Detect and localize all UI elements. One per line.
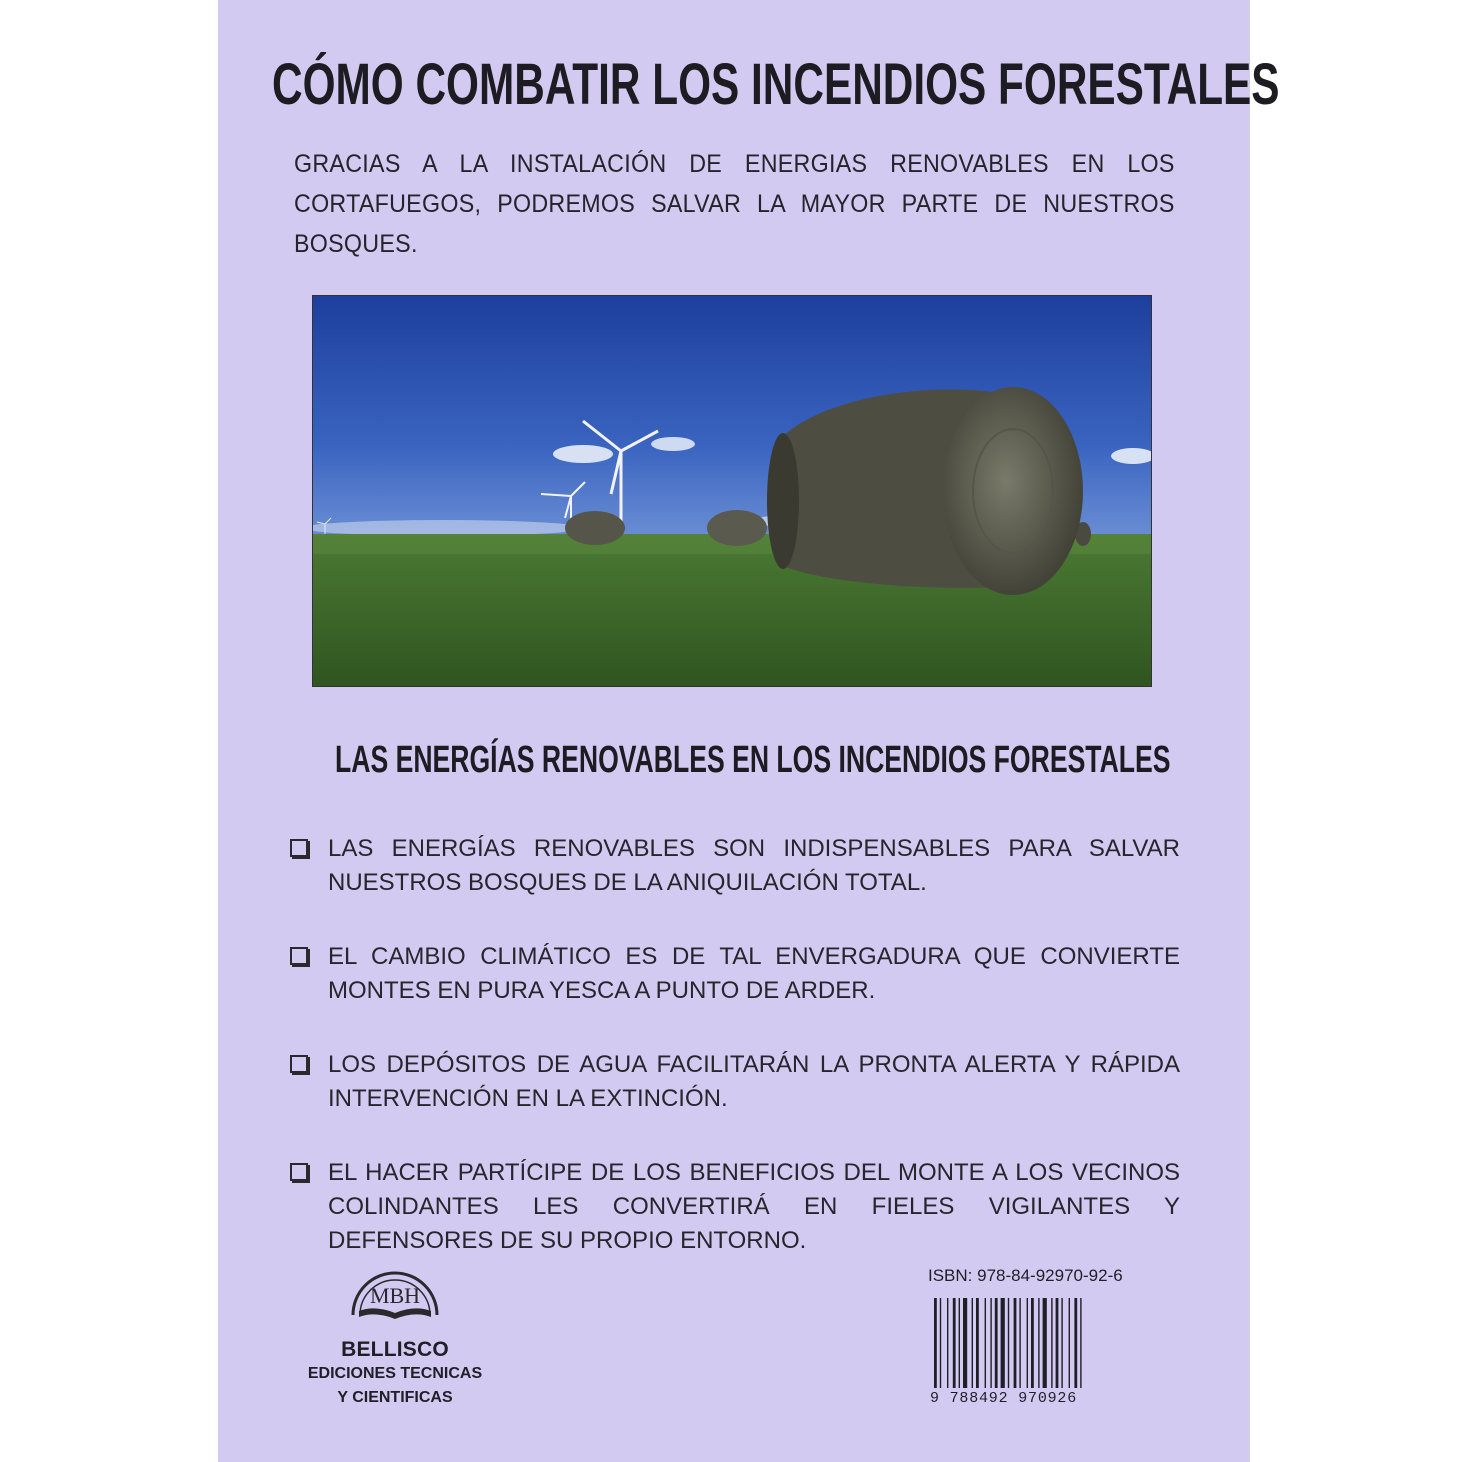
publisher-block	[290, 1245, 500, 1410]
list-item-text: EL CAMBIO CLIMÁTICO ES DE TAL ENVERGADURA QUE CONVIERTE MONTES EN PURA YESCA A PUNTO DE ARDER.	[328, 943, 1180, 1004]
publisher-logo-letters: MBH	[369, 1283, 421, 1308]
publisher-logo-icon	[345, 1245, 445, 1325]
publisher-line1: EDICIONES TECNICAS	[307, 1365, 483, 1382]
publisher-name: BELLISCO	[341, 1338, 449, 1361]
checkbox-icon	[290, 947, 308, 965]
list-item	[290, 1156, 1180, 1258]
checkbox-icon	[290, 1163, 308, 1181]
list-item-text: EL HACER PARTÍCIPE DE LOS BENEFICIOS DEL MONTE A LOS VECINOS COLINDANTES LES CONVERTIRÁ EN FIELES VIGILANTES Y DEFENSORES DE SU PROPIO ENTORNO.	[328, 1159, 1180, 1254]
barcode-number: 9 788492 970926	[930, 1390, 1120, 1407]
intro-paragraph	[294, 144, 1174, 264]
bullet-list	[290, 832, 1180, 1298]
list-item-text: LOS DEPÓSITOS DE AGUA FACILITARÁN LA PRONTA ALERTA Y RÁPIDA INTERVENCIÓN EN LA EXTINCIÓN.	[328, 1051, 1180, 1112]
intro-text: GRACIAS A LA INSTALACIÓN DE ENERGIAS RENOVABLES EN LOS CORTAFUEGOS, PODREMOS SALVAR LA MAYOR PARTE DE NUESTROS BOSQUES.	[294, 150, 1175, 258]
section-subtitle: LAS ENERGÍAS RENOVABLES EN LOS INCENDIOS FORESTALES	[335, 739, 1171, 781]
barcode-icon	[930, 1298, 1120, 1392]
list-item	[290, 832, 1180, 900]
list-item	[290, 1048, 1180, 1116]
list-item	[290, 940, 1180, 1008]
back-cover	[218, 0, 1280, 1462]
checkbox-icon	[290, 839, 308, 857]
publisher-line2: Y CIENTIFICAS	[337, 1389, 453, 1406]
wind-turbines-hay-bales-image	[313, 296, 1151, 686]
list-item-text: LAS ENERGÍAS RENOVABLES SON INDISPENSABLES PARA SALVAR NUESTROS BOSQUES DE LA ANIQUILACIÓN TOTAL.	[328, 835, 1180, 896]
isbn-label: ISBN: 978-84-92970-92-6	[928, 1266, 1123, 1285]
cover-photo	[312, 295, 1152, 687]
checkbox-icon	[290, 1055, 308, 1073]
book-title: CÓMO COMBATIR LOS INCENDIOS FORESTALES	[272, 52, 1280, 117]
